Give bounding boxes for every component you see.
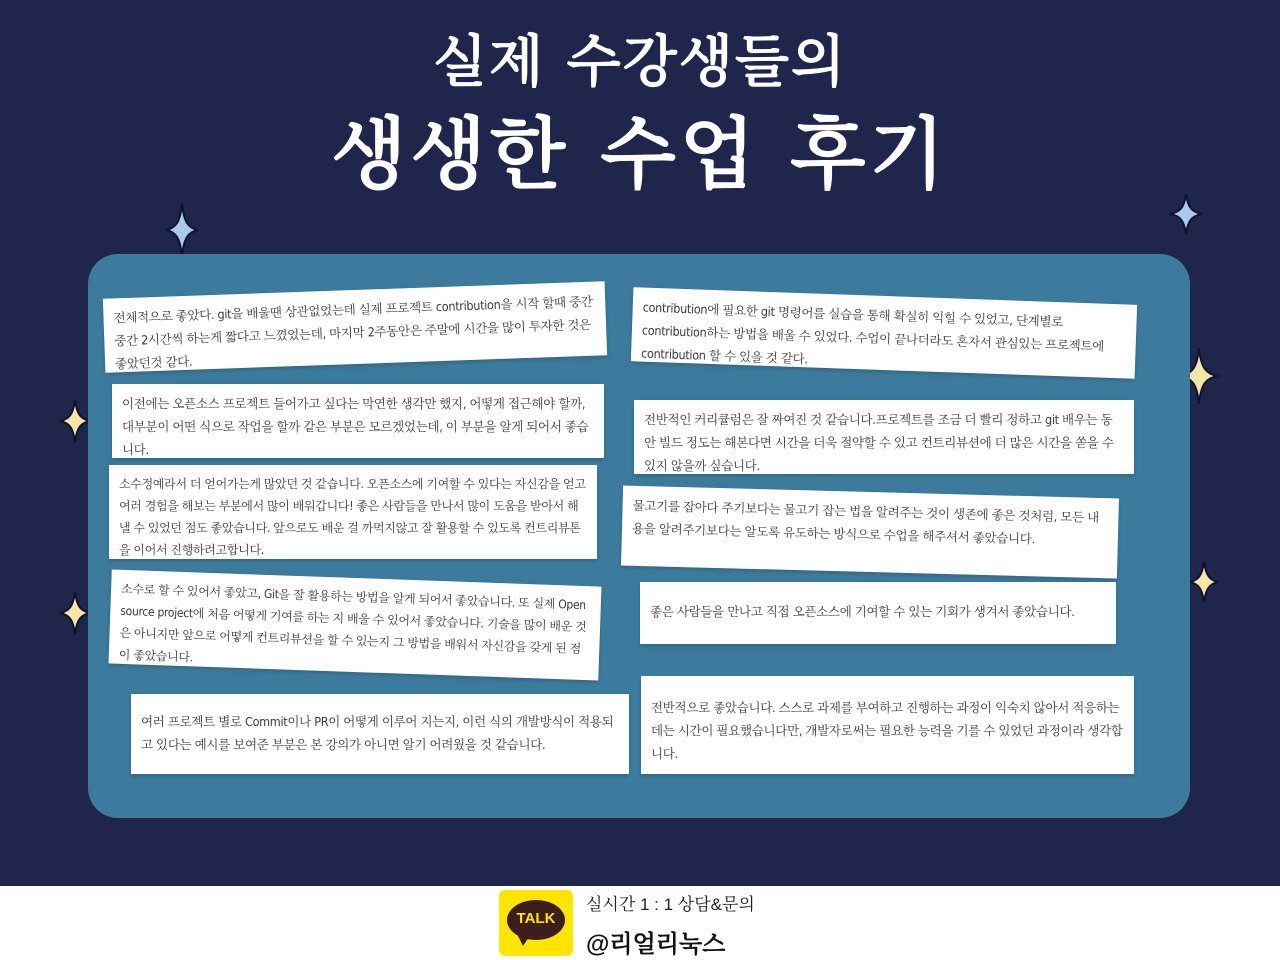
kakaotalk-badge[interactable] — [499, 890, 573, 956]
review-card: 전체적으로 좋았다. git을 배울땐 상관없었는데 실제 프로젝트 contribution을 시작 할때 중간중간 2시간씩 하는게 짧다고 느꼈었는데, 마지막 2주동안은 주말에 시간을 많이 투자한 것은 좋았던것 같다. — [103, 281, 607, 372]
talk-label: TALK — [516, 910, 556, 927]
review-card: 전반적으로 좋았습니다. 스스로 과제를 부여하고 진행하는 과정이 익숙치 않아서 적응하는데는 시간이 필요했습니다만, 개발자로써는 필요한 능력을 기를 수 있었던 과정이라 생각합니다. — [641, 676, 1134, 774]
sparkle-blue-icon — [1170, 194, 1202, 234]
review-card: 소수정예라서 더 얻어가는게 많았던 것 같습니다. 오픈소스에 기여할 수 있다는 자신감을 얻고 여러 경험을 해보는 부분에서 많이 배워갑니다! 좋은 사람들을 만나서 많이 도움을 받아서 해낼 수 있었던 점도 좋았습니다. 앞으로도 배운 걸 까먹지않고 잘 활용할 수 있도록 컨트리뷰톤을 이어서 진행하려고합니다. — [109, 465, 597, 559]
review-card: 물고기를 잡아다 주기보다는 물고기 잡는 법을 알려주는 것이 생존에 좋은 것처럼, 모든 내용을 알려주기보다는 알도록 유도하는 방식으로 수업을 해주셔서 좋았습니다. — [621, 486, 1119, 579]
page-title-line2: 생생한 수업 후기 — [331, 110, 949, 200]
review-card: 좋은 사람들을 만나고 직접 오픈소스에 기여할 수 있는 기회가 생겨서 좋았습니다. — [640, 582, 1116, 644]
review-card: 소수로 할 수 있어서 좋았고, Git을 잘 활용하는 방법을 알게 되어서 좋았습니다. 또 실제 Open source project에 처음 어떻게 기여를 하는 지 배울 수 있어서 좋았습니다. 기술을 많이 배운 것은 아니지만 앞으로 어떻게 컨트리뷰션을 할 수 있는지 그 방법을 배워서 자신감을 갖게 된 점이 좋았습니다. — [109, 569, 602, 680]
review-card: 이전에는 오픈소스 프로젝트 들어가고 싶다는 막연한 생각만 했지, 어떻게 접근해야 할까, 대부분이 어떤 식으로 작업을 할까 같은 부분은 모르겠었는데, 이 부분을 알게 되어서 좋습니다. — [112, 384, 604, 458]
review-card: 전반적인 커리큘럼은 잘 짜여진 것 같습니다.프로젝트를 조금 더 빨리 정하고 git 배우는 동안 빌드 정도는 해본다면 시간을 더욱 절약할 수 있고 컨트리뷰션에 더 많은 시간을 쏟을 수 있지 않을까 싶습니다. — [634, 400, 1134, 474]
review-card: 여러 프로젝트 별로 Commit이나 PR이 어떻게 이루어 지는지, 이런 식의 개발방식이 적용되고 있다는 예시를 보여준 부분은 본 강의가 아니면 알기 어려웠을 것 같습니다. — [131, 694, 629, 774]
sparkle-gold-icon — [1190, 562, 1218, 602]
review-card: contribution에 필요한 git 명령어를 실습을 통해 확실히 익힐 수 있었고, 단계별로 contribution하는 방법을 배울 수 있었다. 수업이 끝나더라도 혼자서 관심있는 프로젝트에 contribution 할 수 있을 것 같다. — [631, 287, 1137, 379]
sparkle-blue-icon — [166, 204, 198, 256]
sparkle-gold-icon — [60, 592, 90, 634]
kakao-handle[interactable]: @리얼리눅스 — [586, 931, 726, 958]
chat-bubble-tail — [517, 934, 531, 946]
footer-bar — [0, 886, 1280, 960]
consult-label: 실시간 1 : 1 상담&문의 — [586, 895, 755, 914]
page-title-line1: 실제 수강생들의 — [432, 30, 848, 95]
sparkle-gold-icon — [60, 400, 90, 442]
